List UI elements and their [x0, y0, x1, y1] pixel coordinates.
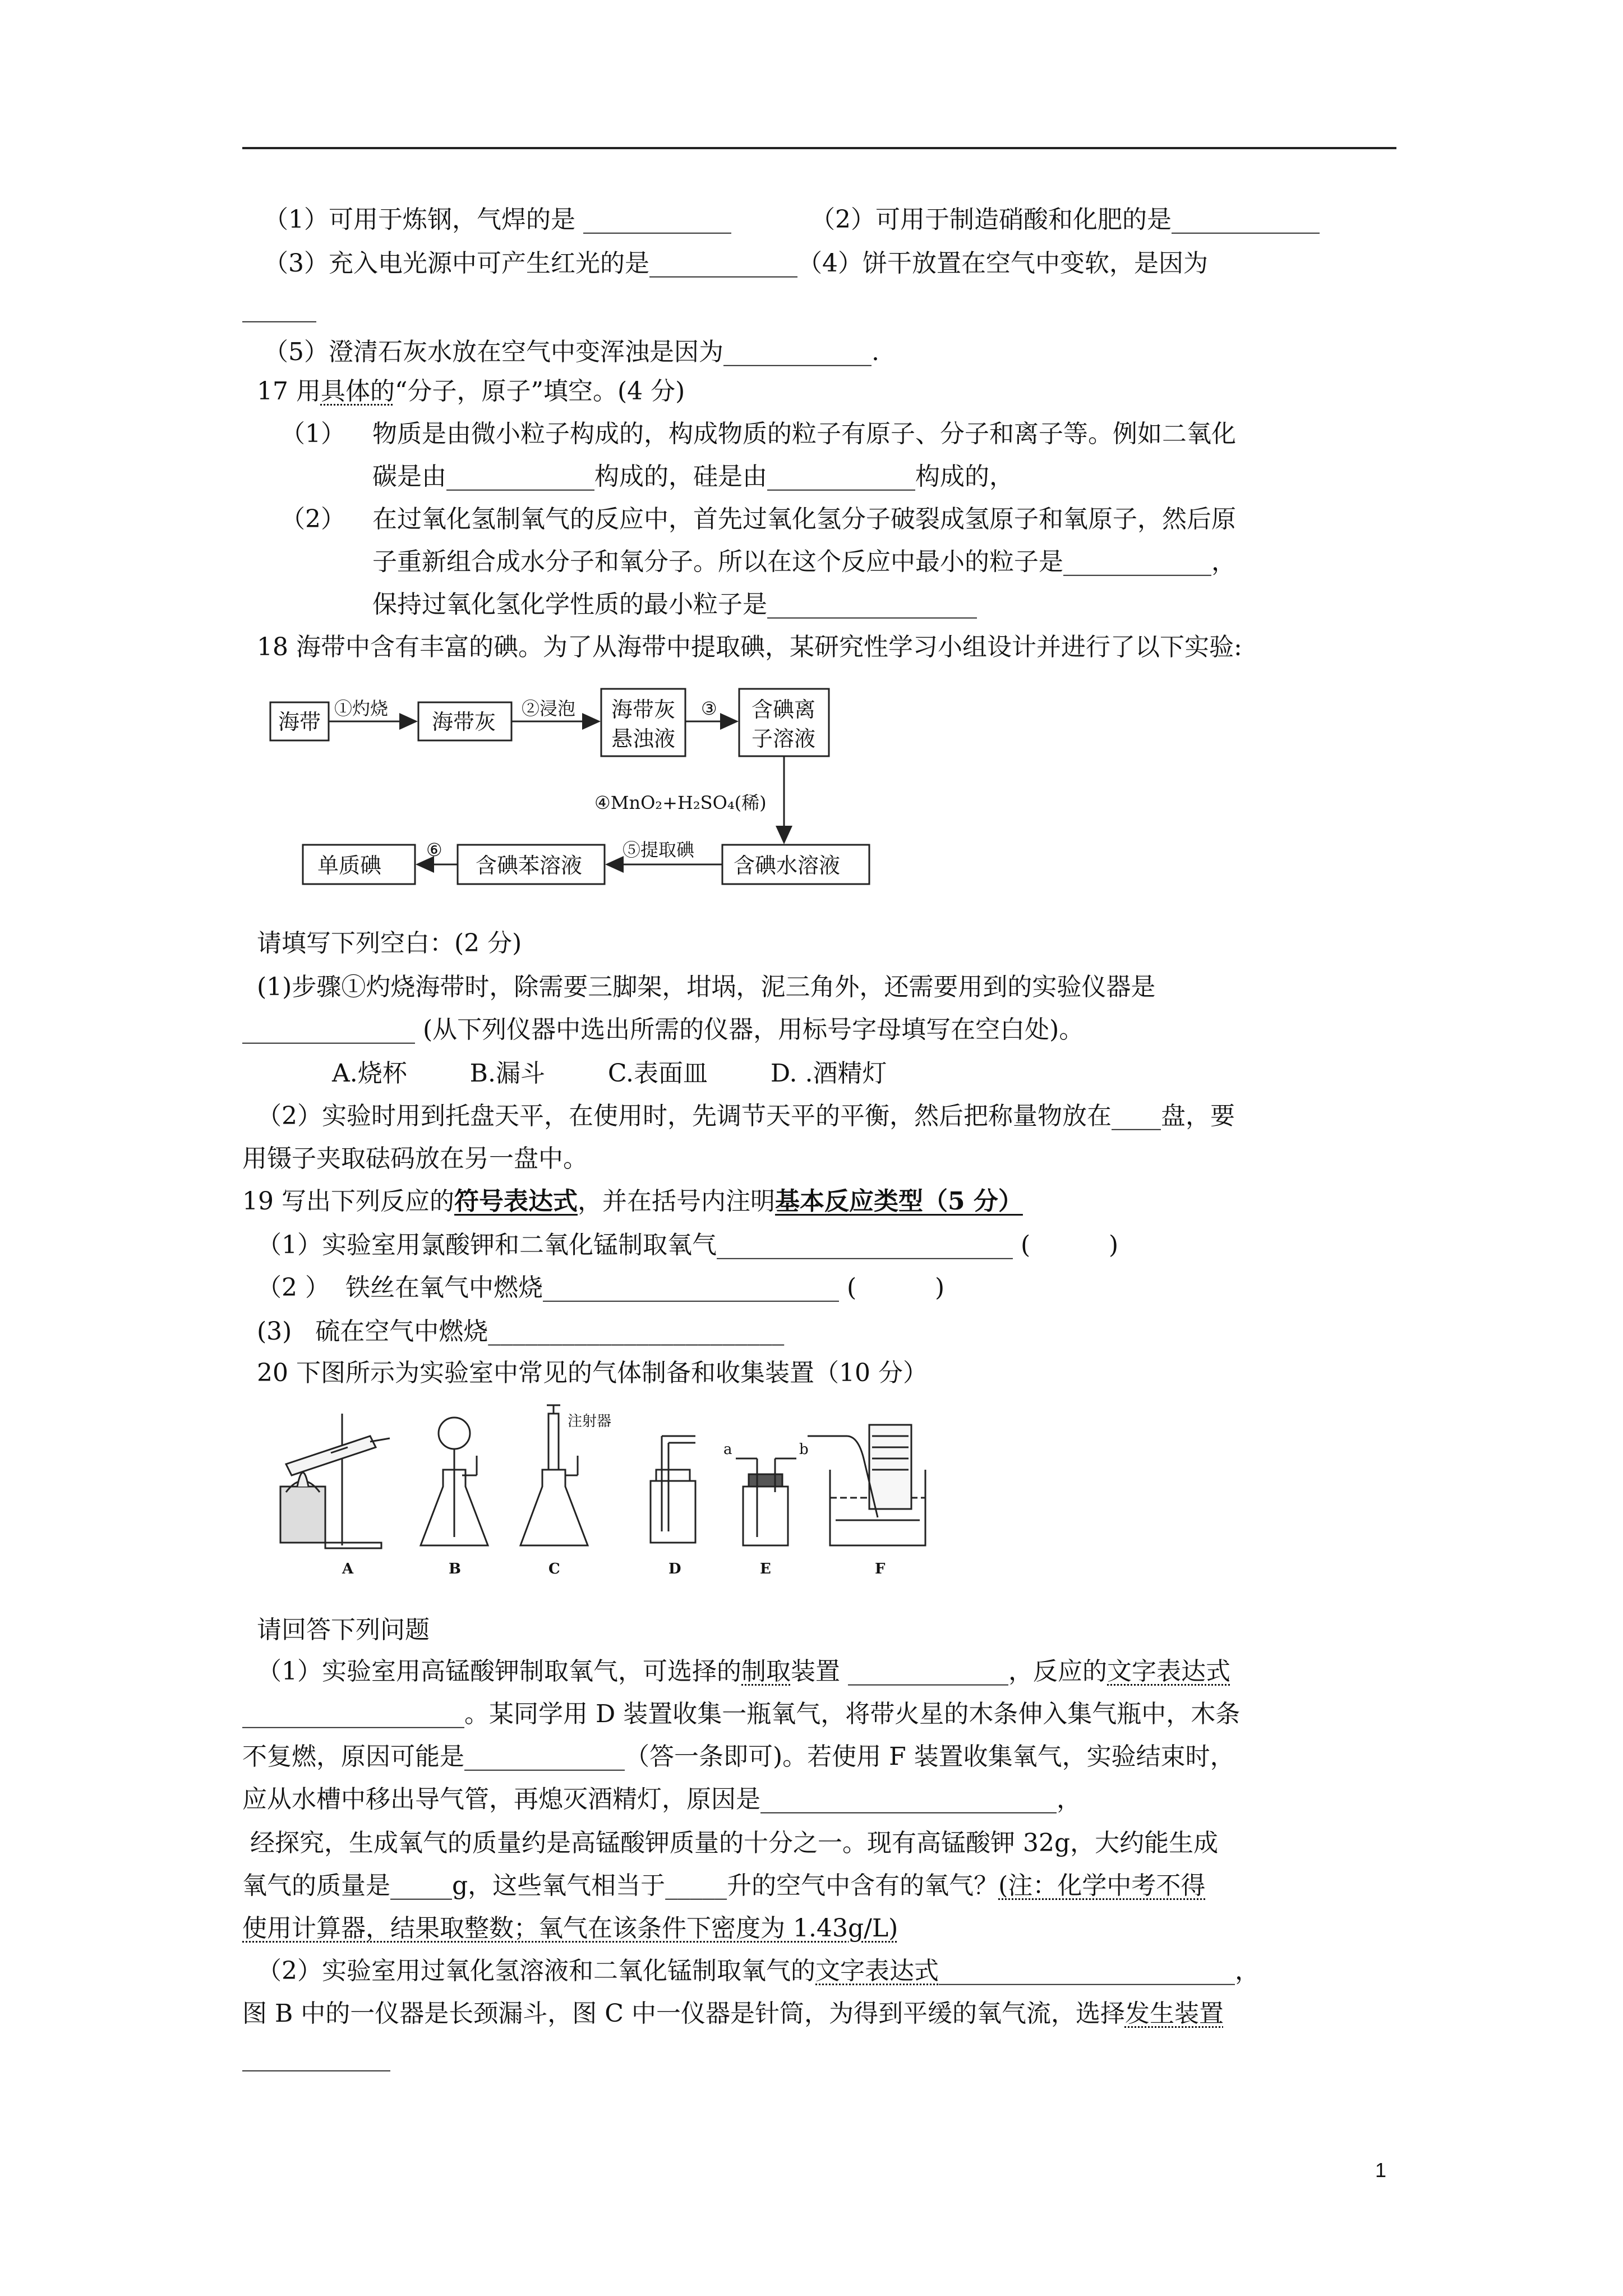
q20-p1-line3: 不复燃，原因可能是_____________（答一条即可)。若使用 F 装置收集氧气，实验结束时，: [242, 1742, 1235, 1771]
q18-options: A.烧杯 B.漏斗 C.表面皿 D. .酒精灯: [332, 1059, 887, 1088]
q18-title: 18 海带中含有丰富的碘。为了从海带中提取碘，某研究性学习小组设计并进行了以下实验:: [257, 633, 1242, 661]
q20-p1-line2: __________________。某同学用 D 装置收集一瓶氧气，将带火星的木条伸入集气瓶中，木条: [242, 1700, 1241, 1728]
q16-line1b: （2）可用于制造硝酸和化肥的是____________: [810, 205, 1320, 234]
label-b: B: [449, 1561, 461, 1577]
label-f: F: [875, 1561, 886, 1577]
q18-instruction: 请填写下列空白：(2 分): [257, 929, 522, 958]
q20-p2-line3: ____________: [242, 2043, 390, 2072]
flow-label-elemental-iodine: 单质碘: [317, 853, 382, 878]
flow-label-iodide-2: 子溶液: [751, 726, 816, 751]
q17-p2-line1: 在过氧化氢制氧气的反应中，首先过氧化氢分子破裂成氢原子和氧原子，然后原: [372, 505, 1236, 533]
q17-p1-line2: 碳是由____________构成的，硅是由____________构成的，: [372, 462, 1014, 491]
page-number: 1: [1375, 2159, 1387, 2182]
q17-p1-line1: 物质是由微小粒子构成的，构成物质的粒子有原子、分子和离子等。例如二氧化: [372, 420, 1236, 448]
apparatus-e: [736, 1458, 796, 1545]
label-e: E: [760, 1561, 771, 1577]
flow-label-iodine-water: 含碘水溶液: [734, 853, 841, 878]
iodine-extraction-flowchart: [264, 684, 892, 903]
q20-p2-line2: 图 B 中的一仪器是长颈漏斗，图 C 中一仪器是针筒，为得到平缓的氧气流，选择发生装置: [242, 1999, 1224, 2028]
apparatus-f: [808, 1425, 925, 1545]
q20-p1-line7: 使用计算器，结果取整数；氧气在该条件下密度为 1.43g/L): [242, 1914, 898, 1943]
q20-p1-line5: 经探究，生成氧气的质量约是高锰酸钾质量的十分之一。现有高锰酸钾 32g，大约能生成: [242, 1829, 1219, 1857]
flow-label-iodine-benzene: 含碘苯溶液: [476, 853, 583, 878]
q17-title: 17 用具体的“分子，原子”填空。(4 分): [257, 377, 685, 406]
q19-line3: (3) 硫在空气中燃烧________________________: [257, 1317, 785, 1346]
label-c: C: [548, 1561, 560, 1577]
q17-p2-line2: 子重新组合成水分子和氧分子。所以在这个反应中最小的粒子是____________，: [372, 547, 1236, 576]
q16-line1a: （1）可用于炼钢，气焊的是 ____________: [264, 205, 731, 234]
q18-s2-line2: 用镊子夹取砝码放在另一盘中。: [242, 1144, 588, 1173]
flow-label-seaweed: 海带: [278, 710, 321, 734]
q17-p2-num: （2）: [280, 505, 345, 533]
flow-label-seaweed-ash: 海带灰: [432, 710, 496, 734]
q20-title: 20 下图所示为实验室中常见的气体制备和收集装置（10 分）: [257, 1359, 928, 1387]
apparatus-b: [421, 1418, 488, 1545]
q20-ask: 请回答下列问题: [257, 1616, 430, 1644]
port-a-label: a: [723, 1441, 732, 1458]
q20-p1-line6: 氧气的质量是_____g，这些氧气相当于_____升的空气中含有的氧气？(注：化学中考不得: [242, 1871, 1206, 1900]
q20-p1-line4: 应从水槽中移出导气管，再熄灭酒精灯，原因是________________________，: [242, 1785, 1081, 1814]
port-b-label: b: [799, 1441, 809, 1458]
q16-line3: ______: [242, 294, 316, 323]
q20-p1-line1: （1）实验室用高锰酸钾制取氧气，可选择的制取装置 _____________，反应的文字表达式: [257, 1657, 1230, 1686]
flow-label-suspension-1: 海带灰: [611, 697, 676, 722]
flow-step-3: ③: [701, 698, 717, 719]
apparatus-a: [280, 1414, 390, 1548]
flow-label-iodide-1: 含碘离: [751, 697, 816, 722]
label-a: A: [342, 1561, 354, 1577]
q18-s1-line1: (1)步骤①灼烧海带时，除需要三脚架，坩埚，泥三角外，还需要用到的实验仪器是: [257, 973, 1156, 1001]
flow-step-4: ④MnO₂+H₂SO₄(稀): [594, 792, 767, 813]
flow-step-2: ②浸泡: [522, 698, 576, 719]
q17-p1-num: （1）: [280, 420, 345, 448]
apparatus-d: [651, 1436, 695, 1543]
q19-line1: （1）实验室用氯酸钾和二氧化锰制取氧气________________________ ( ): [257, 1231, 1119, 1259]
q19-title: 19 写出下列反应的符号表达式，并在括号内注明基本反应类型（5 分）: [242, 1187, 1023, 1216]
q17-p2-line3: 保持过氧化氢化学性质的最小粒子是_________________: [372, 590, 977, 619]
q16-line4: （5）澄清石灰水放在空气中变浑浊是因为____________.: [264, 338, 879, 366]
flow-step-1: ①灼烧: [334, 698, 389, 719]
gas-apparatus-figure: [264, 1402, 959, 1582]
q20-p2-line1: （2）实验室用过氧化氢溶液和二氧化锰制取氧气的文字表达式________________________，: [257, 1957, 1260, 1985]
label-d: D: [668, 1561, 681, 1577]
header-rule: [242, 147, 1396, 149]
q18-s1-line2: ______________ (从下列仪器中选出所需的仪器，用标号字母填写在空白处)。: [242, 1015, 1084, 1044]
flow-label-suspension-2: 悬浊液: [611, 726, 676, 751]
syringe-label: 注射器: [568, 1413, 612, 1430]
q19-line2: （2 ） 铁丝在氧气中燃烧________________________ ( ): [257, 1273, 945, 1302]
flow-step-5: ⑤提取碘: [623, 839, 695, 861]
flow-step-6: ⑥: [426, 839, 442, 861]
q18-s2-line1: （2）实验时用到托盘天平，在使用时，先调节天平的平衡，然后把称量物放在____盘，要: [257, 1102, 1235, 1130]
q16-line2: （3）充入电光源中可产生红光的是____________（4）饼干放置在空气中变软，是因为: [264, 249, 1208, 278]
